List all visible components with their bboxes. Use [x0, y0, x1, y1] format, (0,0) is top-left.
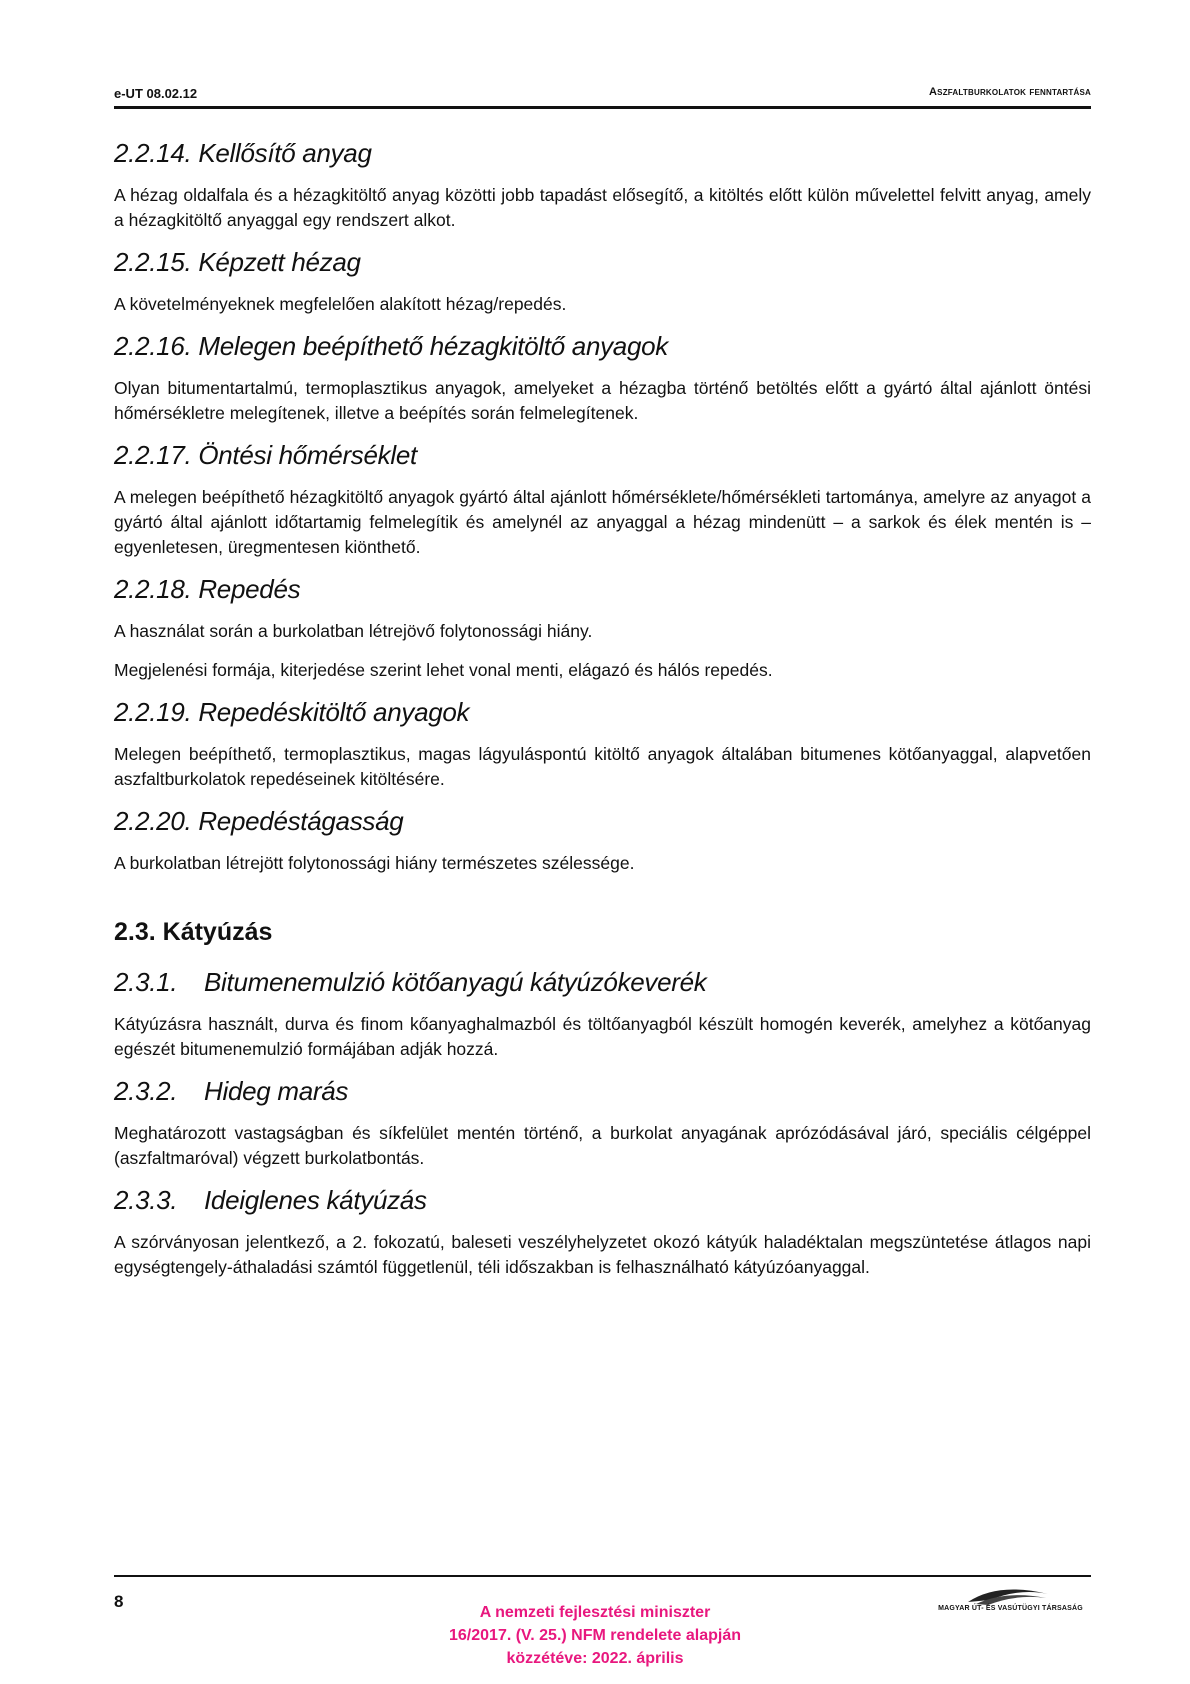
page-header: [114, 86, 1091, 109]
heading-2-3-3: [114, 1185, 1091, 1216]
heading-2-2-18: 2.2.18. Repedés: [114, 574, 301, 604]
publication-notice: [360, 1601, 830, 1670]
heading-text: Bitumenemulzió kötőanyagú kátyúzókeverék: [204, 967, 707, 997]
paragraph: A szórványosan jelentkező, a 2. fokozatú, baleseti veszélyhelyzetet okozó kátyúk haladéktalan megszüntetése átlagos napi egységtengely-áthaladási számtól függetlenül, téli időszakban is felhasználható kátyúzóanyaggal.: [114, 1232, 1091, 1277]
paragraph: Kátyúzásra használt, durva és finom kőanyaghalmazból és töltőanyagból készült homogén keverék, amelyhez a kötőanyag egészét bitumenemulzió formájában adják hozzá.: [114, 1014, 1091, 1059]
heading-2-3: 2.3. Kátyúzás: [114, 918, 273, 946]
paragraph: Melegen beépíthető, termoplasztikus, magas lágyuláspontú kitöltő anyagok általában bitumenes kötőanyaggal, alapvetően aszfaltburkolatok repedéseinek kitöltésére.: [114, 744, 1091, 789]
paragraph: A burkolatban létrejött folytonossági hiány természetes szélessége.: [114, 853, 635, 873]
footer-divider: [114, 1575, 1091, 1577]
notice-line: 16/2017. (V. 25.) NFM rendelete alapján: [449, 1627, 741, 1644]
organization-logo-icon: [928, 1580, 1093, 1620]
page-number: 8: [114, 1592, 124, 1611]
heading-text: Hideg marás: [204, 1076, 349, 1106]
heading-2-3-1: [114, 967, 1091, 998]
heading-number: 2.3.2.: [114, 1076, 178, 1106]
heading-number: 2.3.3.: [114, 1185, 178, 1215]
paragraph: Megjelenési formája, kiterjedése szerint lehet vonal menti, elágazó és hálós repedés.: [114, 660, 773, 680]
heading-2-3-2: [114, 1076, 1091, 1107]
paragraph: A hézag oldalfala és a hézagkitöltő anyag közötti jobb tapadást elősegítő, a kitöltés előtt külön művelettel felvitt anyag, amely a hézagkitöltő anyaggal egy rendszert alkot.: [114, 185, 1091, 230]
paragraph: A használat során a burkolatban létrejövő folytonossági hiány.: [114, 621, 593, 641]
notice-line: közzétéve: 2022. április: [506, 1650, 684, 1667]
heading-text: Ideiglenes kátyúzás: [204, 1185, 427, 1215]
document-id: e-UT 08.02.12: [114, 86, 198, 101]
document-title: Aszfaltburkolatok fenntartása: [929, 86, 1091, 98]
paragraph: Meghatározott vastagságban és síkfelület mentén történő, a burkolat anyagának aprózódásával járó, speciális célgéppel (aszfaltmaróval) végzett burkolatbontás.: [114, 1123, 1091, 1168]
heading-number: 2.3.1.: [114, 967, 178, 997]
heading-2-2-15: 2.2.15. Képzett hézag: [114, 247, 361, 277]
heading-2-2-14: 2.2.14. Kellősítő anyag: [114, 138, 372, 168]
paragraph: A melegen beépíthető hézagkitöltő anyagok gyártó által ajánlott hőmérséklete/hőmérsékleti tartománya, amelyre az anyagot a gyártó által ajánlott időtartamig felmelegítik és amelynél az anyaggal a hézag mindenütt – a sarkok és élek mentén is – egyenletesen, üregmentesen kiönthető.: [114, 487, 1091, 557]
heading-2-2-16: 2.2.16. Melegen beépíthető hézagkitöltő anyagok: [114, 331, 668, 361]
notice-line: A nemzeti fejlesztési miniszter: [479, 1604, 711, 1621]
heading-2-2-19: 2.2.19. Repedéskitöltő anyagok: [114, 697, 470, 727]
paragraph: A követelményeknek megfelelően alakított hézag/repedés.: [114, 294, 567, 314]
paragraph: Olyan bitumentartalmú, termoplasztikus anyagok, amelyeket a hézagba történő betöltés előtt a gyártó által ajánlott öntési hőmérsékletre melegítenek, illetve a beépítés során felmelegítenek.: [114, 378, 1091, 423]
heading-2-2-20: 2.2.20. Repedéstágasság: [114, 806, 404, 836]
heading-2-2-17: 2.2.17. Öntési hőmérséklet: [114, 440, 417, 470]
logo-text: MAGYAR ÚT- ÉS VASÚTÜGYI TÁRSASÁG: [938, 1605, 1083, 1612]
page-content: [114, 138, 1091, 1294]
